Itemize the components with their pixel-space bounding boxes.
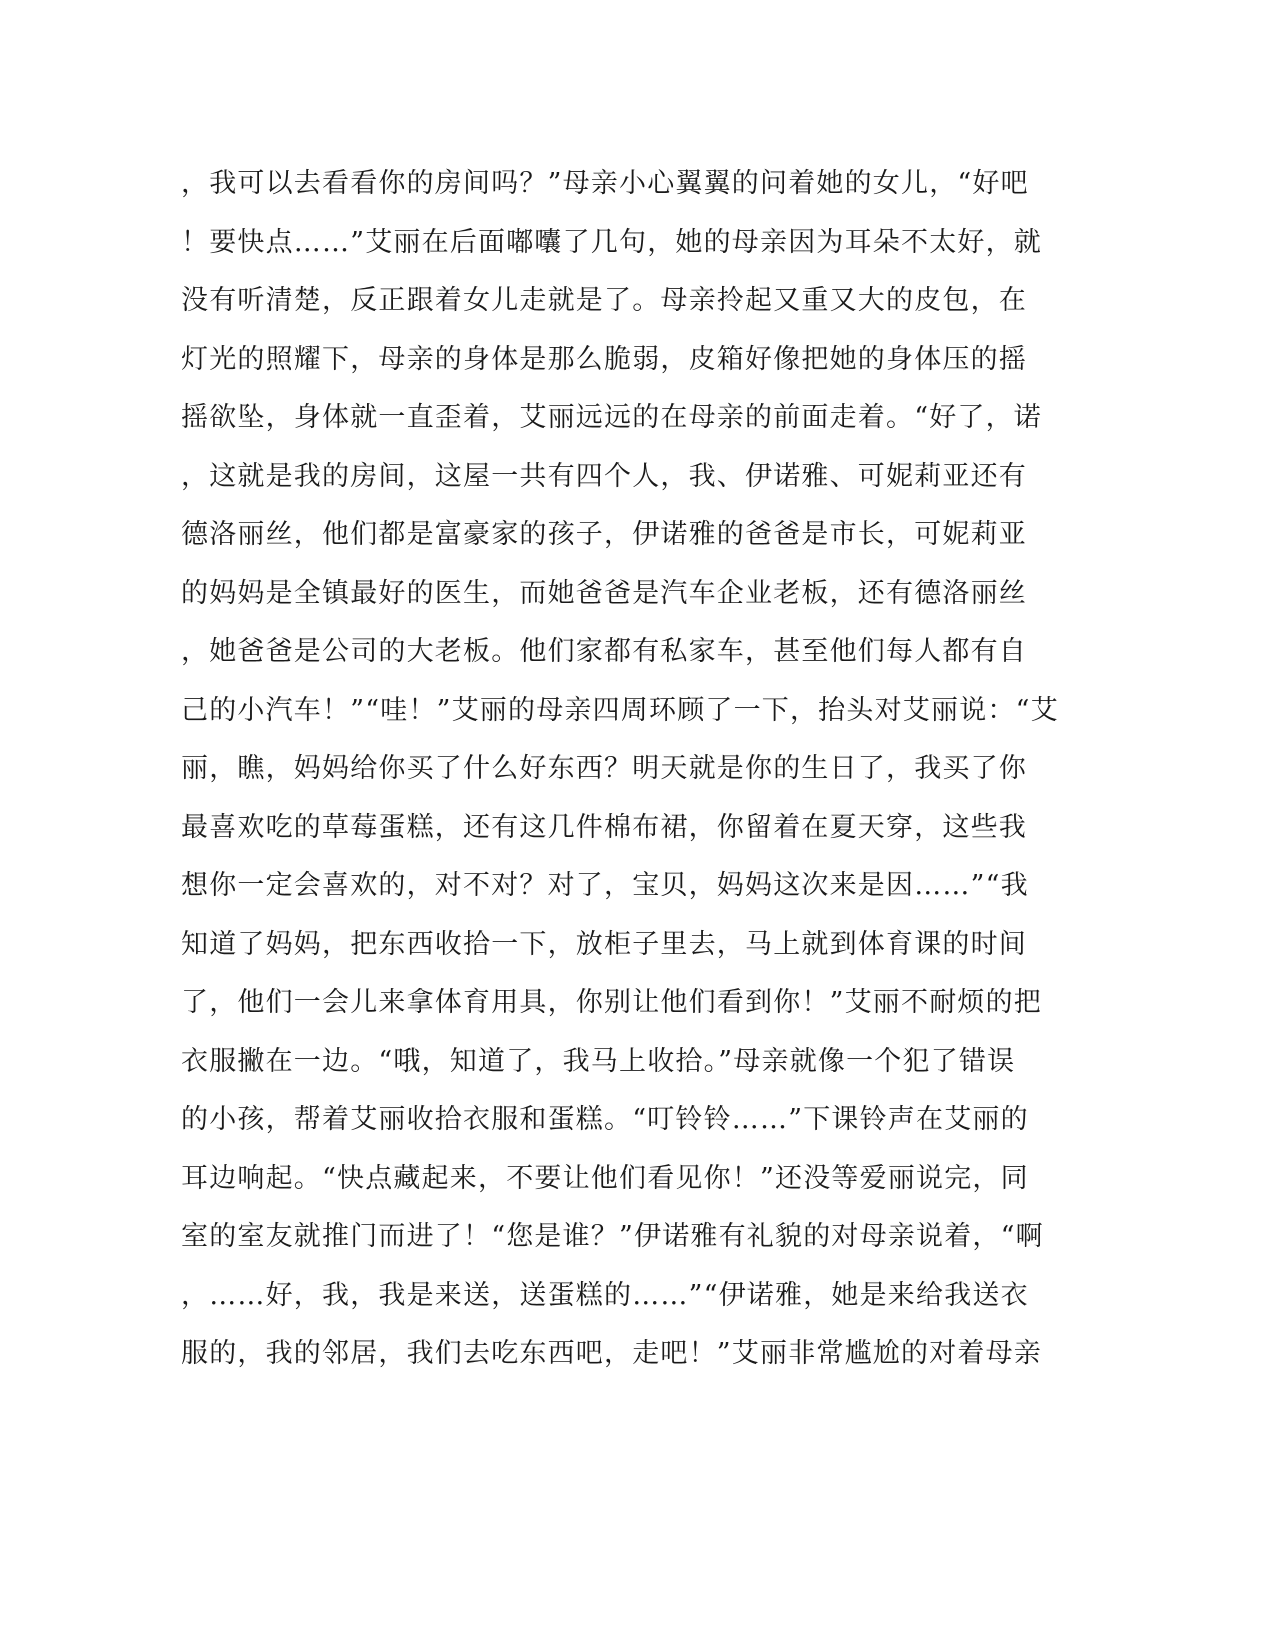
text-line: ，这就是我的房间，这屋一共有四个人，我、伊诺雅、可妮莉亚还有	[181, 460, 1027, 492]
text-line: 己的小汽车！”“哇！”艾丽的母亲四周环顾了一下，抬头对艾丽说：“艾	[181, 694, 1059, 726]
text-line: 最喜欢吃的草莓蛋糕，还有这几件棉布裙，你留着在夏天穿，这些我	[181, 811, 1027, 843]
text-line: 的妈妈是全镇最好的医生，而她爸爸是汽车企业老板，还有德洛丽丝	[181, 577, 1027, 609]
text-line: 室的室友就推门而进了！“您是谁？”伊诺雅有礼貌的对母亲说着，“啊	[181, 1221, 1044, 1252]
text-line: 了，他们一会儿来拿体育用具，你别让他们看到你！”艾丽不耐烦的把	[181, 987, 1043, 1018]
text-line: 摇欲坠，身体就一直歪着，艾丽远远的在母亲的前面走着。“好了，诺	[181, 402, 1043, 433]
text-line: ！要快点……”艾丽在后面嘟囔了几句，她的母亲因为耳朵不太好，就	[181, 226, 1043, 258]
text-line: 衣服撇在一边。“哦，知道了，我马上收拾。”母亲就像一个犯了错误	[181, 1045, 1016, 1077]
text-line: ，我可以去看看你的房间吗？”母亲小心翼翼的问着她的女儿，“好吧	[181, 168, 1029, 199]
body-text	[181, 166, 1061, 1395]
text-line: 耳边响起。“快点藏起来，不要让他们看见你！”还没等爱丽说完，同	[181, 1162, 1029, 1194]
text-line: 的小孩，帮着艾丽收拾衣服和蛋糕。“叮铃铃……”下课铃声在艾丽的	[181, 1104, 1029, 1135]
text-line: ，……好，我，我是来送，送蛋糕的……”“伊诺雅，她是来给我送衣	[181, 1279, 1029, 1311]
text-line: ，她爸爸是公司的大老板。他们家都有私家车，甚至他们每人都有自	[181, 636, 1027, 667]
text-line: 灯光的照耀下，母亲的身体是那么脆弱，皮箱好像把她的身体压的摇	[181, 343, 1027, 375]
text-line: 想你一定会喜欢的，对不对？对了，宝贝，妈妈这次来是因……”“我	[181, 870, 1029, 901]
text-line: 服的，我的邻居，我们去吃东西吧，走吧！”艾丽非常尴尬的对着母亲	[181, 1338, 1043, 1369]
text-line: 丽，瞧，妈妈给你买了什么好东西？明天就是你的生日了，我买了你	[181, 753, 1027, 784]
text-line: 没有听清楚，反正跟着女儿走就是了。母亲拎起又重又大的皮包，在	[181, 285, 1027, 316]
text-line: 德洛丽丝，他们都是富豪家的孩子，伊诺雅的爸爸是市长，可妮莉亚	[181, 519, 1027, 550]
text-line: 知道了妈妈，把东西收拾一下，放柜子里去，马上就到体育课的时间	[181, 928, 1027, 960]
